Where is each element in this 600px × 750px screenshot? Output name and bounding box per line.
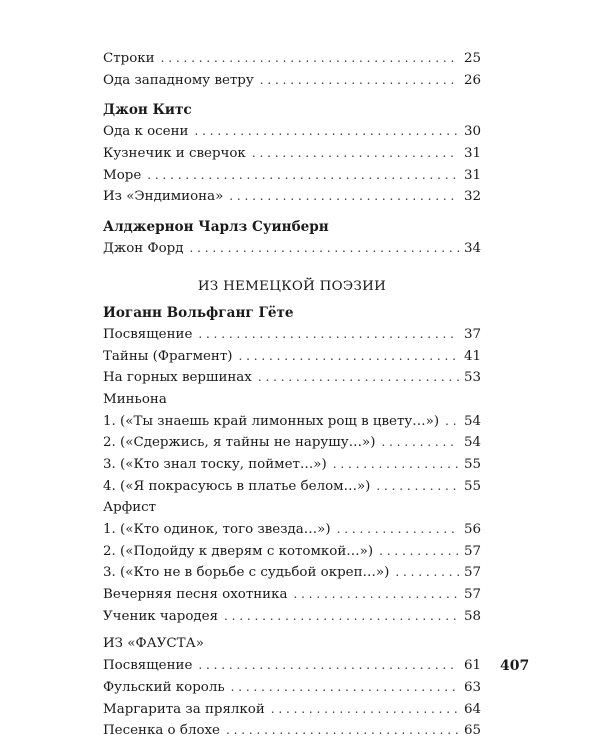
toc-group-shelley-tail	[103, 48, 481, 91]
toc-entry-title: 2. («Сдержись, я тайны не нарушу…»)	[103, 435, 376, 451]
toc-group-harper	[103, 519, 481, 627]
dot-leader	[271, 699, 459, 721]
toc-entry-page: 37	[463, 326, 481, 342]
toc-entry-title: Джон Форд	[103, 241, 184, 257]
toc-entry-title: Строки	[103, 51, 155, 66]
toc-entry-title: Тайны (Фрагмент)	[103, 348, 233, 364]
dot-leader	[226, 720, 459, 742]
toc-entry	[103, 562, 481, 584]
dot-leader	[224, 606, 459, 628]
toc-entry	[103, 655, 481, 677]
dot-leader	[147, 165, 459, 187]
toc-entry-title: 1. («Ты знаешь край лимонных рощ в цвету…»)	[103, 413, 440, 429]
dot-leader	[379, 541, 459, 563]
dot-leader	[381, 432, 459, 454]
toc-entry	[103, 186, 481, 208]
dot-leader	[198, 324, 459, 346]
toc-entry-title: 4. («Я покрасуюсь в платье белом…»)	[103, 478, 371, 494]
toc-entry	[103, 519, 481, 541]
toc-entry	[103, 541, 481, 563]
toc-entry	[103, 346, 481, 368]
dot-leader	[376, 476, 459, 498]
toc-entry-page: 26	[463, 72, 481, 88]
toc-entry-page: 31	[463, 146, 481, 162]
toc-entry	[103, 432, 481, 454]
toc-entry	[103, 411, 481, 433]
toc-group-goethe	[103, 324, 481, 389]
toc-entry-page: 31	[463, 167, 481, 183]
toc-entry-page: 56	[463, 522, 481, 537]
dot-leader	[239, 346, 460, 368]
toc-entry	[103, 48, 481, 70]
toc-entry-page: 61	[463, 658, 481, 674]
toc-entry	[103, 324, 481, 346]
table-of-contents	[103, 48, 481, 742]
toc-entry	[103, 70, 481, 92]
toc-entry	[103, 165, 481, 187]
toc-group-faust	[103, 655, 481, 742]
toc-entry-title: Ученик чародея	[103, 608, 219, 624]
dot-leader	[229, 186, 459, 208]
toc-entry-title: На горных вершинах	[103, 370, 252, 386]
dot-leader	[231, 677, 459, 699]
toc-entry	[103, 238, 481, 260]
toc-entry-page: 55	[463, 478, 481, 494]
toc-group-keats	[103, 121, 481, 208]
toc-entry	[103, 121, 481, 143]
toc-entry-page: 32	[463, 189, 481, 205]
toc-entry-page: 55	[463, 456, 481, 472]
toc-entry-page: 34	[463, 241, 481, 257]
author-heading: Джон Китс	[103, 102, 192, 119]
toc-entry	[103, 454, 481, 476]
dot-leader	[194, 121, 459, 143]
toc-entry-title: 3. («Кто знал тоску, поймет…»)	[103, 456, 327, 472]
toc-entry-title: Посвящение	[103, 658, 193, 674]
toc-entry-title: Вечерняя песня охотника	[103, 587, 288, 603]
toc-entry	[103, 143, 481, 165]
page-number: 407	[500, 658, 530, 674]
toc-entry-title: Кузнечик и сверчок	[103, 146, 246, 162]
toc-entry	[103, 677, 481, 699]
toc-entry-title: Песенка о блохе	[103, 723, 220, 739]
toc-entry-title: 2. («Подойду к дверям с котомкой…»)	[103, 543, 374, 559]
subsection-heading: Арфист	[103, 500, 157, 516]
toc-entry-page: 63	[463, 679, 481, 695]
toc-entry	[103, 720, 481, 742]
toc-group-swinburne	[103, 238, 481, 260]
section-title: ИЗ НЕМЕЦКОЙ ПОЭЗИИ	[197, 278, 387, 294]
dot-leader	[260, 70, 459, 92]
subsection-heading: Миньона	[103, 391, 167, 407]
toc-entry-page: 65	[463, 723, 481, 739]
toc-entry-page: 53	[463, 370, 481, 386]
toc-entry-page: 58	[463, 608, 481, 624]
toc-entry	[103, 367, 481, 389]
toc-entry-title: Ода к осени	[103, 124, 189, 140]
dot-leader	[189, 238, 459, 260]
dot-leader	[337, 519, 459, 541]
toc-entry-title: 3. («Кто не в борьбе с судьбой окреп…»)	[103, 565, 390, 581]
toc-entry-page: 54	[463, 435, 481, 451]
toc-entry	[103, 584, 481, 606]
toc-entry-page: 30	[463, 124, 481, 140]
toc-entry-title: Маргарита за прялкой	[103, 701, 265, 717]
toc-entry-page: 64	[463, 701, 481, 717]
toc-entry-title: 1. («Кто одинок, того звезда…»)	[103, 522, 331, 537]
toc-entry	[103, 699, 481, 721]
toc-entry-title: Посвящение	[103, 326, 193, 342]
dot-leader	[445, 411, 459, 433]
toc-entry-page: 57	[463, 565, 481, 581]
dot-leader	[395, 562, 459, 584]
dot-leader	[161, 48, 459, 70]
toc-group-mignon	[103, 411, 481, 498]
subsection-heading: ИЗ «ФАУСТА»	[103, 636, 204, 652]
author-heading: Алджернон Чарлз Суинберн	[103, 219, 329, 236]
author-heading: Иоганн Вольфганг Гёте	[103, 304, 294, 321]
toc-entry-title: Море	[103, 167, 142, 183]
toc-entry-title: Ода западному ветру	[103, 72, 254, 88]
toc-entry-page: 57	[463, 543, 481, 559]
toc-entry	[103, 476, 481, 498]
toc-entry-page: 57	[463, 587, 481, 603]
dot-leader	[198, 655, 459, 677]
toc-entry-title: Из «Эндимиона»	[103, 189, 224, 205]
toc-entry-title: Фульский король	[103, 679, 225, 695]
dot-leader	[258, 367, 459, 389]
toc-entry-page: 41	[463, 348, 481, 364]
toc-entry	[103, 606, 481, 628]
dot-leader	[252, 143, 459, 165]
dot-leader	[293, 584, 459, 606]
toc-entry-page: 54	[463, 413, 481, 429]
toc-entry-page: 25	[463, 51, 481, 66]
dot-leader	[333, 454, 459, 476]
